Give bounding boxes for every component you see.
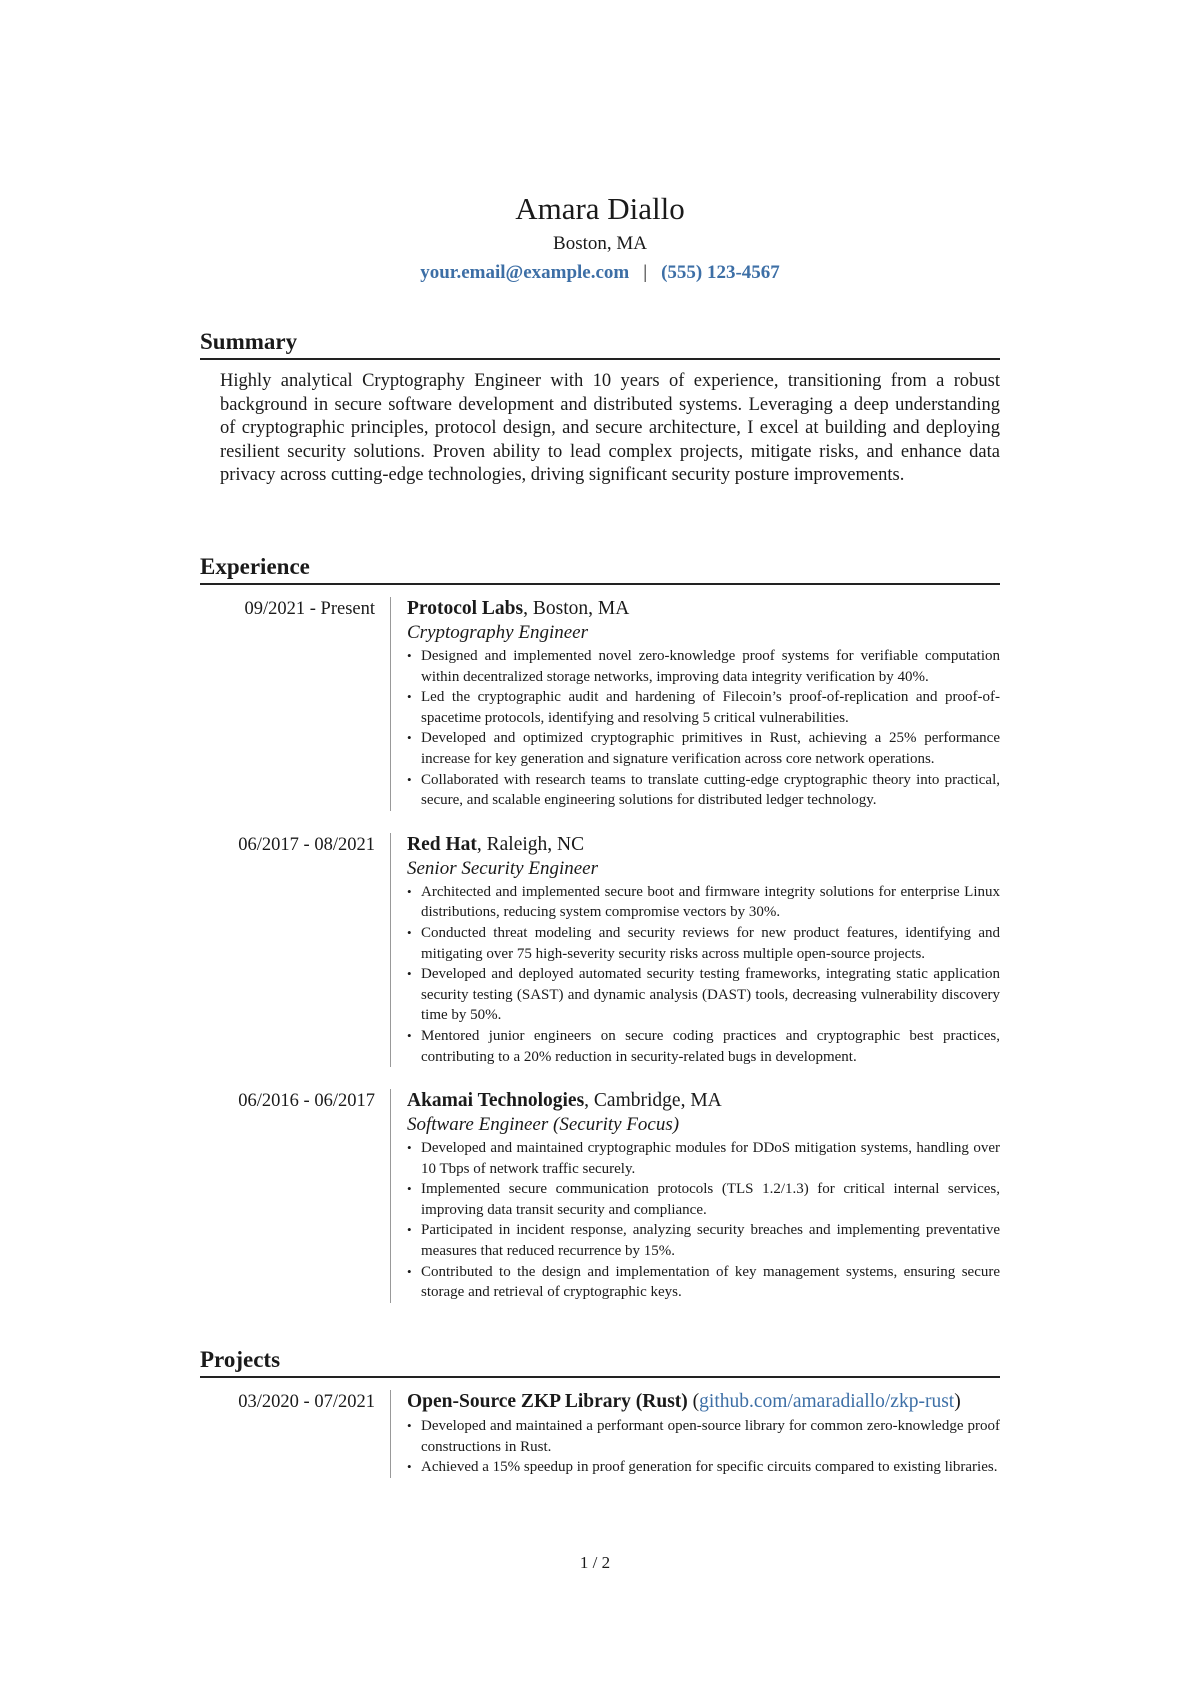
contact-separator: | bbox=[643, 262, 648, 283]
resume-page bbox=[200, 0, 1000, 1476]
entry-date: 06/2016 - 06/2017 bbox=[238, 1091, 375, 1112]
bullet-item: • Developed and maintained a performant open-source library for common zero-knowledge proof constructions in Rust. bbox=[407, 1416, 1000, 1457]
bullet-item: • Led the cryptographic audit and hardening of Filecoin’s proof-of-replication and proof-of-spacetime protocols, identifying and resolving 5 critical vulnerabilities. bbox=[407, 687, 1000, 728]
entry-role: Cryptography Engineer bbox=[407, 622, 589, 643]
entry-body bbox=[390, 597, 1000, 811]
entry-company bbox=[407, 597, 1000, 621]
contact-line bbox=[200, 261, 1000, 285]
bullet-item: • Implemented secure communication protocols (TLS 1.2/1.3) for critical internal services, improving data transit security and compliance. bbox=[407, 1179, 1000, 1220]
section-title-projects: Projects bbox=[200, 1345, 1000, 1378]
entry-role: Software Engineer (Security Focus) bbox=[407, 1114, 680, 1136]
projects-section bbox=[200, 1345, 1000, 1478]
entry-bullets bbox=[407, 646, 1000, 811]
company-name: Akamai Technologies bbox=[407, 1090, 585, 1112]
bullet-item: • Collaborated with research teams to translate cutting-edge cryptographic theory into practical, secure, and scalable engineering solutions for distributed ledger technology. bbox=[407, 770, 1000, 811]
resume-header bbox=[200, 190, 1000, 285]
project-link[interactable]: github.com/amaradiallo/zkp-rust bbox=[699, 1391, 955, 1412]
phone-link[interactable]: (555) 123-4567 bbox=[661, 262, 780, 283]
paren-close: ) bbox=[954, 1391, 961, 1412]
candidate-name: Amara Diallo bbox=[515, 191, 685, 226]
paren-open: ( bbox=[687, 1391, 700, 1412]
entry-date: 06/2017 - 08/2021 bbox=[238, 834, 375, 855]
bullet-item: • Developed and optimized cryptographic primitives in Rust, achieving a 25% performance increase for key generation and signature verification across core network operations. bbox=[407, 728, 1000, 769]
summary-text: Highly analytical Cryptography Engineer with 10 years of experience, transitioning from a robust background in secure software development and distributed systems. Leveraging a deep understanding of cryptographic principles, protocol design, and secure architecture, I excel at building and deploying resilient security solutions. Proven ability to lead complex projects, mitigate risks, and enhance data privacy across cutting-edge technologies, driving significant security posture improvements. bbox=[220, 371, 1000, 485]
entry-bullets bbox=[407, 1416, 1000, 1478]
experience-section bbox=[200, 552, 1000, 1303]
entry-role: Senior Security Engineer bbox=[407, 857, 599, 879]
entry-company bbox=[407, 833, 1000, 857]
project-entry bbox=[200, 1390, 1000, 1478]
project-heading bbox=[407, 1390, 1000, 1414]
section-title-experience: Experience bbox=[200, 552, 1000, 585]
candidate-location: Boston, MA bbox=[553, 233, 647, 254]
company-location: , Boston, MA bbox=[523, 598, 630, 619]
company-name: Red Hat bbox=[407, 833, 477, 855]
bullet-item: • Mentored junior engineers on secure coding practices and cryptographic best practices, contributing to a 20% reduction in security-related bugs in development. bbox=[407, 1026, 1000, 1067]
bullet-item: • Developed and maintained cryptographic modules for DDoS mitigation systems, handling over 10 Tbps of network traffic securely. bbox=[407, 1138, 1000, 1179]
bullet-item: • Achieved a 15% speedup in proof generation for specific circuits compared to existing libraries. bbox=[407, 1457, 1000, 1478]
entry-date: 03/2020 - 07/2021 bbox=[238, 1392, 375, 1412]
page-number: 1 / 2 bbox=[579, 1553, 611, 1572]
entry-body bbox=[390, 1089, 1000, 1303]
entry-company bbox=[407, 1089, 1000, 1113]
bullet-item: • Developed and deployed automated security testing frameworks, integrating static application security testing (SAST) and dynamic analysis (DAST) tools, decreasing vulnerability discovery time by 50%. bbox=[407, 964, 1000, 1026]
entry-date: 09/2021 - Present bbox=[244, 599, 375, 619]
bullet-item: • Designed and implemented novel zero-knowledge proof systems for verifiable computation within decentralized storage networks, improving data integrity verification by 40%. bbox=[407, 646, 1000, 687]
entry-body bbox=[390, 833, 1000, 1067]
entry-bullets bbox=[407, 1138, 1000, 1303]
email-link[interactable]: your.email@example.com bbox=[420, 262, 630, 283]
experience-entry bbox=[200, 1089, 1000, 1303]
summary-section bbox=[200, 327, 1000, 488]
project-name: Open-Source ZKP Library (Rust) bbox=[407, 1391, 688, 1412]
experience-entry bbox=[200, 597, 1000, 811]
entry-body bbox=[390, 1390, 1000, 1478]
company-location: , Cambridge, MA bbox=[584, 1090, 722, 1112]
bullet-item: • Contributed to the design and implementation of key management systems, ensuring secure storage and retrieval of cryptographic keys. bbox=[407, 1262, 1000, 1303]
bullet-item: • Conducted threat modeling and security reviews for new product features, identifying and mitigating over 75 high-severity security risks across multiple open-source projects. bbox=[407, 923, 1000, 964]
bullet-item: • Architected and implemented secure boot and firmware integrity solutions for enterprise Linux distributions, reducing system compromise vectors by 30%. bbox=[407, 882, 1000, 923]
entry-bullets bbox=[407, 882, 1000, 1067]
company-location: , Raleigh, NC bbox=[476, 833, 585, 855]
experience-entry bbox=[200, 833, 1000, 1067]
section-title-summary: Summary bbox=[200, 327, 1000, 360]
company-name: Protocol Labs bbox=[407, 598, 524, 619]
bullet-item: • Participated in incident response, analyzing security breaches and implementing preventative measures that reduced recurrence by 15%. bbox=[407, 1220, 1000, 1261]
